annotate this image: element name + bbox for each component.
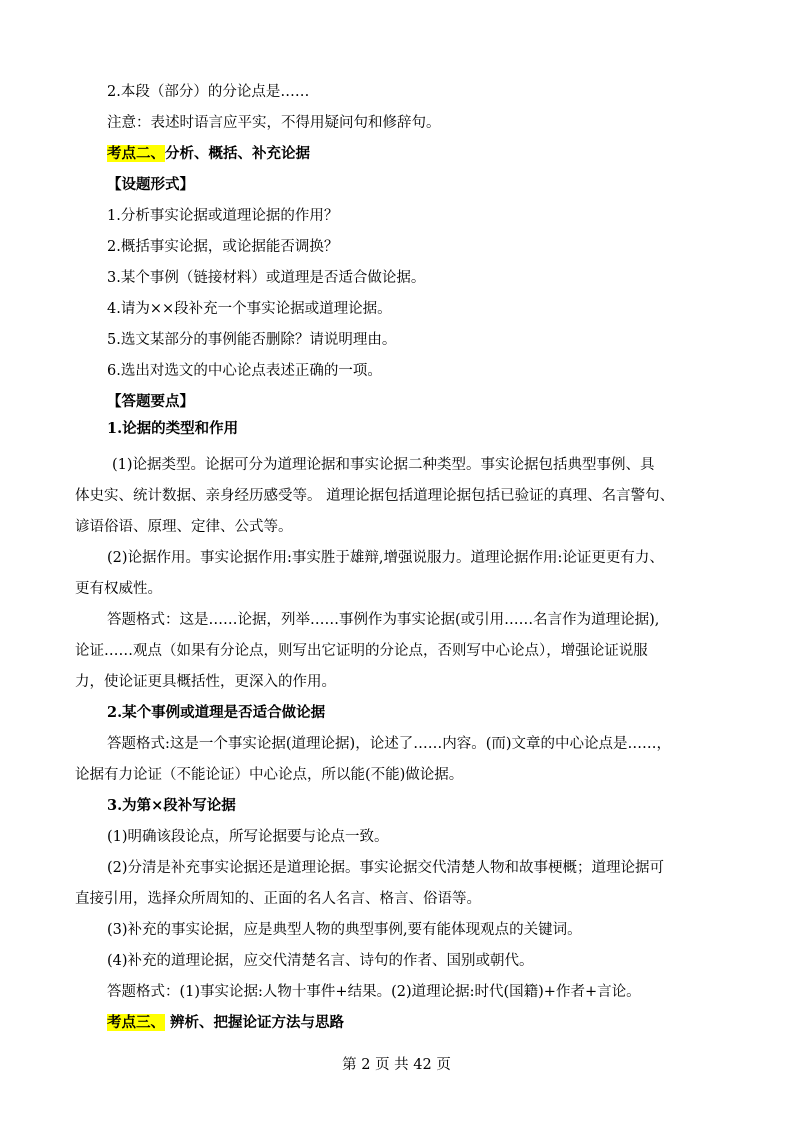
paragraph-line: 答题格式：这是……论据，列举……事例作为事实论据(或引用……名言作为道理论据),	[107, 612, 660, 628]
paragraph-line: 答题格式：(1)事实论据:人物十事件+结果。(2)道理论据:时代(国籍)+作者+言论。	[107, 984, 641, 1000]
list-item: 6.选出对选文的中心论点表述正确的一项。	[107, 363, 382, 379]
paragraph-line: 论据有力论证（不能论证）中心论点，所以能(不能)做论据。	[75, 767, 464, 783]
page-footer: 第 2 页 共 42 页	[342, 1057, 451, 1073]
heading-highlight: 考点三、	[107, 1014, 165, 1031]
paragraph-line: 注意：表述时语言应平实，不得用疑问句和修辞句。	[107, 115, 441, 131]
paragraph-line: 谚语俗语、原理、定律、公式等。	[75, 519, 293, 535]
heading-highlight: 考点二、	[107, 145, 165, 162]
heading-text: 分析、概括、补充论据	[165, 145, 310, 162]
paragraph-line: 2.本段（部分）的分论点是……	[107, 84, 310, 100]
list-item: 2.概括事实论据，或论据能否调换？	[107, 239, 339, 255]
paragraph-line: (1)明确该段论点，所写论据要与论点一致。	[107, 829, 389, 845]
paragraph-line: (1)论据类型。论据可分为道理论据和事实论据二种类型。事实论据包括典型事例、具	[112, 457, 655, 473]
paragraph-line: 论证……观点（如果有分论点，则写出它证明的分论点，否则写中心论点），增强论证说服	[75, 643, 648, 659]
paragraph-line: 答题格式:这是一个事实论据(道理论据)，论述了……内容。(而)文章的中心论点是……，	[107, 736, 672, 752]
paragraph-line: 体史实、统计数据、亲身经历感受等。 道理论据包括道理论据包括已验证的真理、名言警句、	[75, 488, 675, 504]
subsection-label: 【设题形式】	[107, 176, 194, 193]
subheading: 1.论据的类型和作用	[107, 420, 239, 437]
section-heading	[107, 144, 310, 164]
paragraph-line: 直接引用，选择众所周知的、正面的名人名言、格言、俗语等。	[75, 891, 481, 907]
list-item: 4.请为××段补充一个事实论据或道理论据。	[107, 301, 392, 317]
subheading: 3.为第×段补写论据	[107, 797, 236, 814]
paragraph-line: (2)论据作用。事实论据作用:事实胜于雄辩,增强说服力。道理论据作用:论证更更有力、	[107, 550, 664, 566]
list-item: 1.分析事实论据或道理论据的作用？	[107, 208, 339, 224]
paragraph-line: (3)补充的事实论据，应是典型人物的典型事例,要有能体现观点的关键词。	[107, 922, 582, 938]
paragraph-line: 力，使论证更具概括性，更深入的作用。	[75, 674, 336, 690]
section-heading	[107, 1013, 344, 1033]
subsection-label: 【答题要点】	[107, 393, 194, 410]
list-item: 3.某个事例（链接材料）或道理是否适合做论据。	[107, 270, 426, 286]
list-item: 5.选文某部分的事例能否删除？请说明理由。	[107, 332, 397, 348]
subheading: 2.某个事例或道理是否适合做论据	[107, 704, 326, 721]
heading-text: 辨析、把握论证方法与思路	[165, 1014, 345, 1031]
paragraph-line: (2)分清是补充事实论据还是道理论据。事实论据交代清楚人物和故事梗概；道理论据可	[107, 860, 665, 876]
paragraph-line: 更有权威性。	[75, 581, 162, 597]
paragraph-line: (4)补充的道理论据，应交代清楚名言、诗句的作者、国别或朝代。	[107, 953, 534, 969]
